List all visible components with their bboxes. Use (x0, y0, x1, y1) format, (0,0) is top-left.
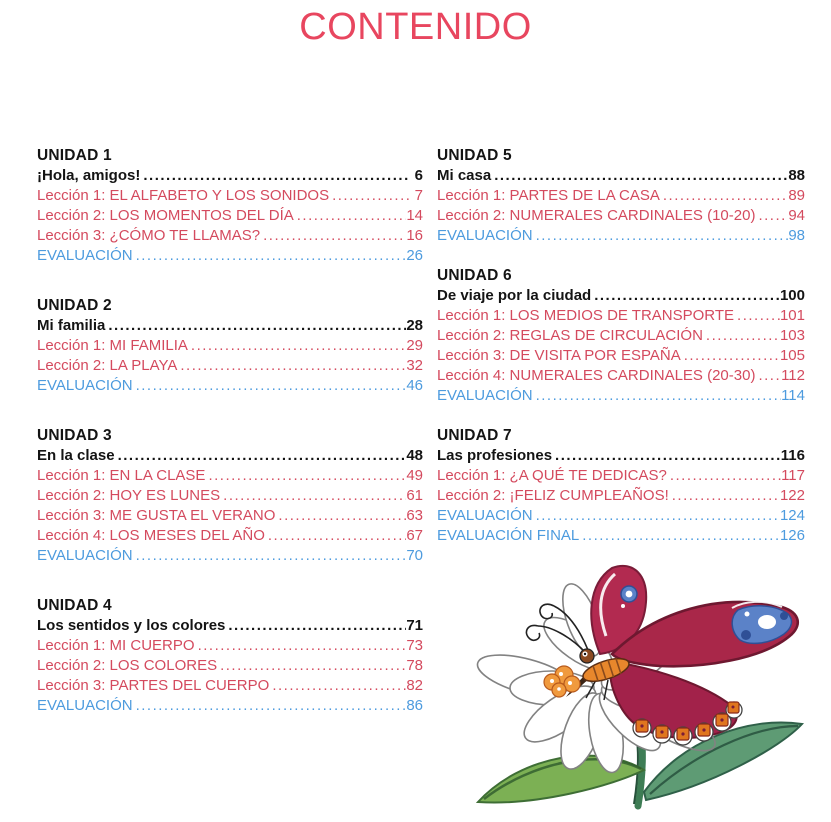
toc-entry-evaluation-label: EVALUACIÓN (437, 507, 533, 524)
toc-unit (37, 146, 423, 266)
toc-entry-lesson-label: Lección 1: MI FAMILIA (37, 337, 188, 354)
toc-entry-lesson-label: Lección 4: NUMERALES CARDINALES (20-30) (437, 367, 756, 384)
toc-entry-lesson (37, 636, 423, 656)
unit-title-row-label: De viaje por la ciudad (437, 287, 592, 304)
page-number: 14 (406, 207, 423, 224)
toc-entry-lesson (37, 656, 423, 676)
page-number: 71 (406, 617, 423, 634)
dot-leader (533, 226, 789, 246)
toc-entry-evaluation-label: EVALUACIÓN FINAL (437, 527, 580, 544)
dot-leader (225, 616, 406, 636)
unit-title-row-label: Las profesiones (437, 447, 553, 464)
page-number: 116 (780, 447, 805, 464)
toc-entry-lesson (37, 466, 423, 486)
dot-leader (105, 316, 406, 336)
dot-leader (265, 526, 406, 546)
toc-entry-lesson-label: Lección 1: EN LA CLASE (37, 467, 206, 484)
dot-leader (660, 186, 788, 206)
page-number: 101 (779, 307, 805, 324)
unit-heading: UNIDAD 7 (437, 427, 512, 444)
page-number: 49 (406, 467, 423, 484)
dot-leader (133, 696, 407, 716)
dot-leader (491, 166, 788, 186)
page-number: 103 (779, 327, 805, 344)
toc-entry-lesson (37, 486, 423, 506)
page-number: 105 (779, 347, 805, 364)
unit-title-row (437, 166, 805, 186)
dot-leader (133, 246, 407, 266)
page-number: 6 (414, 167, 423, 184)
dot-leader (294, 206, 407, 226)
dot-leader (177, 356, 406, 376)
toc-entry-lesson-label: Lección 2: LOS COLORES (37, 657, 218, 674)
page-number: 16 (406, 227, 423, 244)
toc-entry-lesson-label: Lección 1: PARTES DE LA CASA (437, 187, 660, 204)
toc-unit (37, 596, 423, 716)
unit-title-row-label: Los sentidos y los colores (37, 617, 226, 634)
toc-entry-evaluation (437, 386, 805, 406)
page-number: 32 (406, 357, 423, 374)
toc-entry-evaluation (437, 226, 805, 246)
toc-entry-evaluation-label: EVALUACIÓN (37, 697, 133, 714)
unit-heading: UNIDAD 5 (437, 147, 512, 164)
toc-entry-lesson-label: Lección 3: DE VISITA POR ESPAÑA (437, 347, 681, 364)
toc-entry-evaluation-label: EVALUACIÓN (437, 227, 533, 244)
toc-entry-evaluation (437, 506, 805, 526)
page-number: 63 (406, 507, 423, 524)
dot-leader (329, 186, 409, 206)
dot-leader (667, 466, 781, 486)
toc-unit (37, 296, 423, 396)
dot-leader (591, 286, 780, 306)
page-number: 48 (406, 447, 423, 464)
toc-entry-lesson (437, 486, 805, 506)
toc-entry-lesson-label: Lección 2: LA PLAYA (37, 357, 178, 374)
toc-entry-lesson-label: Lección 1: MI CUERPO (37, 637, 195, 654)
page-number: 73 (406, 637, 423, 654)
dot-leader (755, 206, 788, 226)
dot-leader (133, 376, 407, 396)
toc-entry-lesson-label: Lección 4: LOS MESES DEL AÑO (37, 527, 265, 544)
toc-column-right (437, 146, 805, 546)
dot-leader (533, 506, 780, 526)
toc-entry-evaluation (37, 246, 423, 266)
unit-title-row (437, 286, 805, 306)
toc-entry-lesson (437, 206, 805, 226)
dot-leader (140, 166, 409, 186)
toc-entry-lesson (37, 336, 423, 356)
page-number: 26 (406, 247, 423, 264)
unit-title-row (37, 616, 423, 636)
toc-entry-lesson (37, 676, 423, 696)
toc-entry-evaluation (37, 376, 423, 396)
dot-leader (703, 326, 780, 346)
toc-entry-lesson (37, 526, 423, 546)
unit-title-row-label: ¡Hola, amigos! (37, 167, 141, 184)
toc-entry-evaluation-label: EVALUACIÓN (37, 247, 133, 264)
page-number: 67 (406, 527, 423, 544)
unit-heading: UNIDAD 6 (437, 267, 512, 284)
toc-entry-lesson (437, 306, 805, 326)
dot-leader (552, 446, 781, 466)
page-number: 88 (788, 167, 805, 184)
dot-leader (195, 636, 407, 656)
page-number: 114 (781, 387, 805, 404)
unit-title-row (37, 166, 423, 186)
toc-entry-lesson-label: Lección 2: LOS MOMENTOS DEL DÍA (37, 207, 294, 224)
page-number: 28 (406, 317, 423, 334)
dot-leader (533, 386, 781, 406)
toc-entry-lesson (37, 206, 423, 226)
dot-leader (217, 656, 406, 676)
toc-entry-lesson (37, 356, 423, 376)
page-number: 126 (779, 527, 805, 544)
toc-entry-lesson-label: Lección 2: REGLAS DE CIRCULACIÓN (437, 327, 703, 344)
toc-entry-lesson (437, 366, 805, 386)
dot-leader (133, 546, 407, 566)
toc-entry-evaluation-label: EVALUACIÓN (37, 547, 133, 564)
unit-title-row (37, 446, 423, 466)
page-number: 117 (781, 467, 805, 484)
butterfly-flower-illustration (448, 558, 828, 820)
toc-entry-lesson (437, 186, 805, 206)
page-number: 46 (406, 377, 423, 394)
toc-entry-lesson-label: Lección 3: PARTES DEL CUERPO (37, 677, 270, 694)
toc-entry-lesson (437, 346, 805, 366)
toc-entry-evaluation (37, 696, 423, 716)
unit-heading: UNIDAD 4 (37, 597, 112, 614)
page-number: 98 (788, 227, 805, 244)
unit-title-row-label: En la clase (37, 447, 115, 464)
page-number: 86 (406, 697, 423, 714)
page-number: 29 (406, 337, 423, 354)
toc-entry-evaluation-label: EVALUACIÓN (437, 387, 533, 404)
toc-entry-lesson-label: Lección 1: LOS MEDIOS DE TRANSPORTE (437, 307, 735, 324)
toc-entry-evaluation-label: EVALUACIÓN (37, 377, 133, 394)
page-number: 112 (781, 367, 805, 384)
unit-title-row-label: Mi casa (437, 167, 492, 184)
butterfly-daisy-svg (448, 558, 828, 820)
toc-unit (437, 426, 805, 546)
dot-leader (115, 446, 407, 466)
toc-unit (37, 426, 423, 566)
toc-entry-lesson-label: Lección 2: ¡FELIZ CUMPLEAÑOS! (437, 487, 669, 504)
page-title: CONTENIDO (299, 6, 532, 48)
page-number: 82 (406, 677, 423, 694)
toc-unit (437, 146, 805, 246)
toc-entry-lesson (37, 186, 423, 206)
page-number: 89 (788, 187, 805, 204)
page-number: 70 (406, 547, 423, 564)
page-number: 78 (406, 657, 423, 674)
toc-entry-lesson-label: Lección 2: HOY ES LUNES (37, 487, 221, 504)
unit-heading: UNIDAD 1 (37, 147, 112, 164)
toc-entry-lesson (437, 326, 805, 346)
toc-entry-lesson (437, 466, 805, 486)
toc-entry-evaluation (37, 546, 423, 566)
toc-entry-lesson-label: Lección 3: ME GUSTA EL VERANO (37, 507, 276, 524)
dot-leader (734, 306, 780, 326)
page-number: 124 (779, 507, 805, 524)
unit-heading: UNIDAD 3 (37, 427, 112, 444)
dot-leader (220, 486, 406, 506)
unit-title-row-label: Mi familia (37, 317, 106, 334)
toc-entry-lesson-label: Lección 1: ¿A QUÉ TE DEDICAS? (437, 467, 667, 484)
dot-leader (669, 486, 780, 506)
dot-leader (755, 366, 781, 386)
page-number: 100 (779, 287, 805, 304)
toc-entry-lesson-label: Lección 2: NUMERALES CARDINALES (10-20) (437, 207, 756, 224)
page-number: 94 (788, 207, 805, 224)
dot-leader (681, 346, 780, 366)
dot-leader (275, 506, 406, 526)
toc-entry-lesson (37, 226, 423, 246)
toc-entry-lesson-label: Lección 1: EL ALFABETO Y LOS SONIDOS (37, 187, 330, 204)
toc-unit (437, 266, 805, 406)
unit-title-row (37, 316, 423, 336)
page-number: 122 (779, 487, 805, 504)
dot-leader (188, 336, 406, 356)
dot-leader (579, 526, 780, 546)
dot-leader (260, 226, 406, 246)
toc-column-left (37, 146, 423, 716)
page-number: 7 (414, 187, 423, 204)
dot-leader (205, 466, 406, 486)
page-number: 61 (406, 487, 423, 504)
unit-heading: UNIDAD 2 (37, 297, 112, 314)
dot-leader (269, 676, 406, 696)
toc-entry-evaluation (437, 526, 805, 546)
toc-entry-lesson (37, 506, 423, 526)
unit-title-row (437, 446, 805, 466)
toc-entry-lesson-label: Lección 3: ¿CÓMO TE LLAMAS? (37, 227, 261, 244)
